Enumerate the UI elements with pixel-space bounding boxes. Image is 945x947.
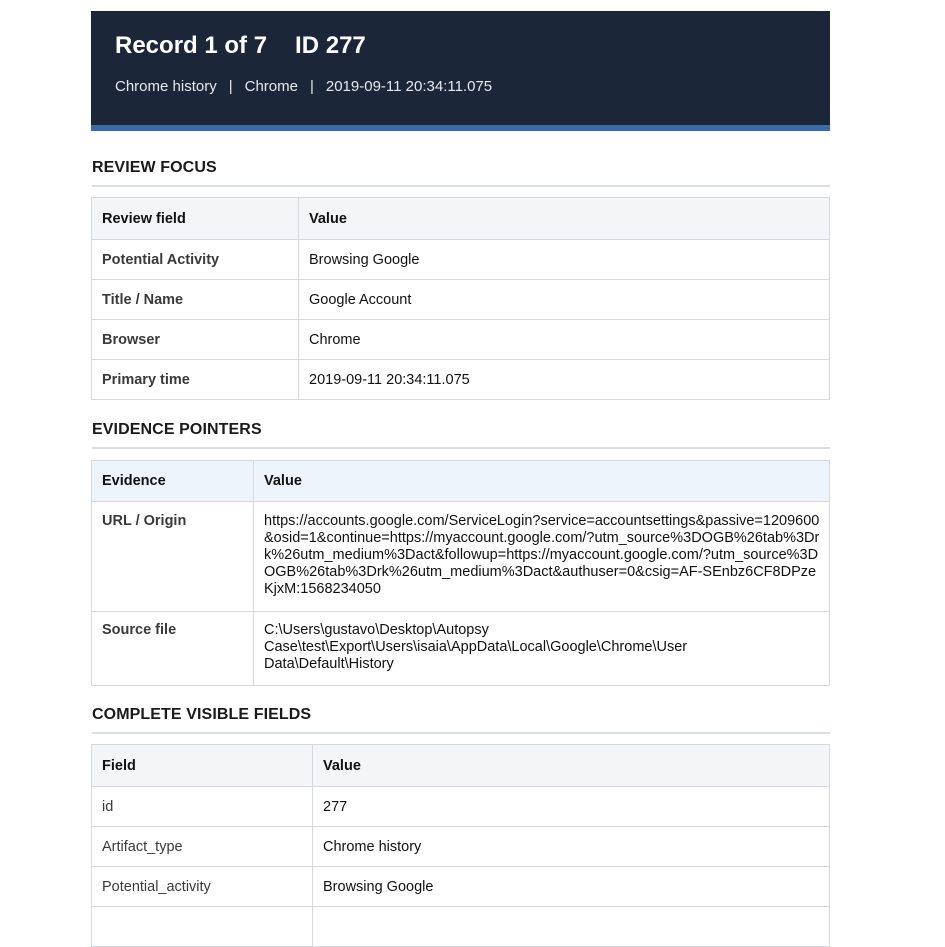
column-header-value: Value	[313, 745, 830, 787]
table-header-row	[92, 461, 830, 502]
column-header-field: Evidence	[92, 461, 254, 502]
record-header	[91, 11, 830, 131]
table-header-row	[92, 745, 830, 787]
record-position: Record 1 of 7	[115, 32, 268, 59]
url-value: https://accounts.google.com/ServiceLogin?service=accountsettings&passive=1209600&osid=1&continue=https://myaccount.google.com/?utm_source%3DOGB%26tab%3Drk%26utm_medium%3Dact&followup=https://myaccount.google.com/?utm_source%3DOGB%26tab%3Drk%26utm_medium%3Dact&authuser=0&csig=AF-SEnbz6CF8DPzeKjxM:1568234050	[254, 502, 830, 612]
field-label: Title / Name	[92, 280, 299, 320]
table-row	[92, 907, 830, 947]
review-focus-heading: REVIEW FOCUS	[92, 159, 830, 187]
field-label: Potential_activity	[92, 867, 313, 907]
artifact-source: Chrome history	[115, 78, 217, 95]
browser-name: Chrome	[244, 78, 298, 95]
field-label: id	[92, 787, 313, 827]
field-label: URL / Origin	[92, 502, 254, 612]
field-label: Primary time	[92, 360, 299, 400]
record-id: ID 277	[295, 32, 366, 59]
review-focus-table	[91, 197, 830, 400]
field-value: Google Account	[299, 280, 830, 320]
table-row	[92, 612, 830, 686]
table-header-row	[92, 198, 830, 240]
field-label: Source file	[92, 612, 254, 686]
column-header-field: Field	[92, 745, 313, 787]
field-value: Browsing Google	[299, 240, 830, 280]
table-row	[92, 280, 830, 320]
field-value: Chrome	[299, 320, 830, 360]
table-row	[92, 827, 830, 867]
evidence-pointers-table	[91, 460, 830, 686]
column-header-field: Review field	[92, 198, 299, 240]
record-subtitle	[115, 78, 492, 95]
field-value: 277	[313, 787, 830, 827]
table-row	[92, 867, 830, 907]
source-file-path: C:\Users\gustavo\Desktop\Autopsy Case\test\Export\Users\isaia\AppData\Local\Google\Chrome\User Data\Default\History	[254, 612, 830, 686]
record-title	[115, 32, 366, 60]
table-row	[92, 360, 830, 400]
column-header-value: Value	[254, 461, 830, 502]
record-time: 2019-09-11 20:34:11.075	[325, 78, 493, 95]
field-label: Artifact_type	[92, 827, 313, 867]
complete-fields-heading: COMPLETE VISIBLE FIELDS	[92, 706, 830, 734]
separator: |	[228, 78, 233, 95]
table-row	[92, 502, 830, 612]
table-row	[92, 320, 830, 360]
field-value	[313, 907, 830, 947]
complete-fields-table	[91, 744, 830, 947]
evidence-pointers-heading: EVIDENCE POINTERS	[92, 421, 830, 449]
table-row	[92, 240, 830, 280]
table-row	[92, 787, 830, 827]
field-label	[92, 907, 313, 947]
field-value: Chrome history	[313, 827, 830, 867]
field-label: Browser	[92, 320, 299, 360]
column-header-value: Value	[299, 198, 830, 240]
field-value: Browsing Google	[313, 867, 830, 907]
separator: |	[309, 78, 314, 95]
field-label: Potential Activity	[92, 240, 299, 280]
field-value: 2019-09-11 20:34:11.075	[299, 360, 830, 400]
